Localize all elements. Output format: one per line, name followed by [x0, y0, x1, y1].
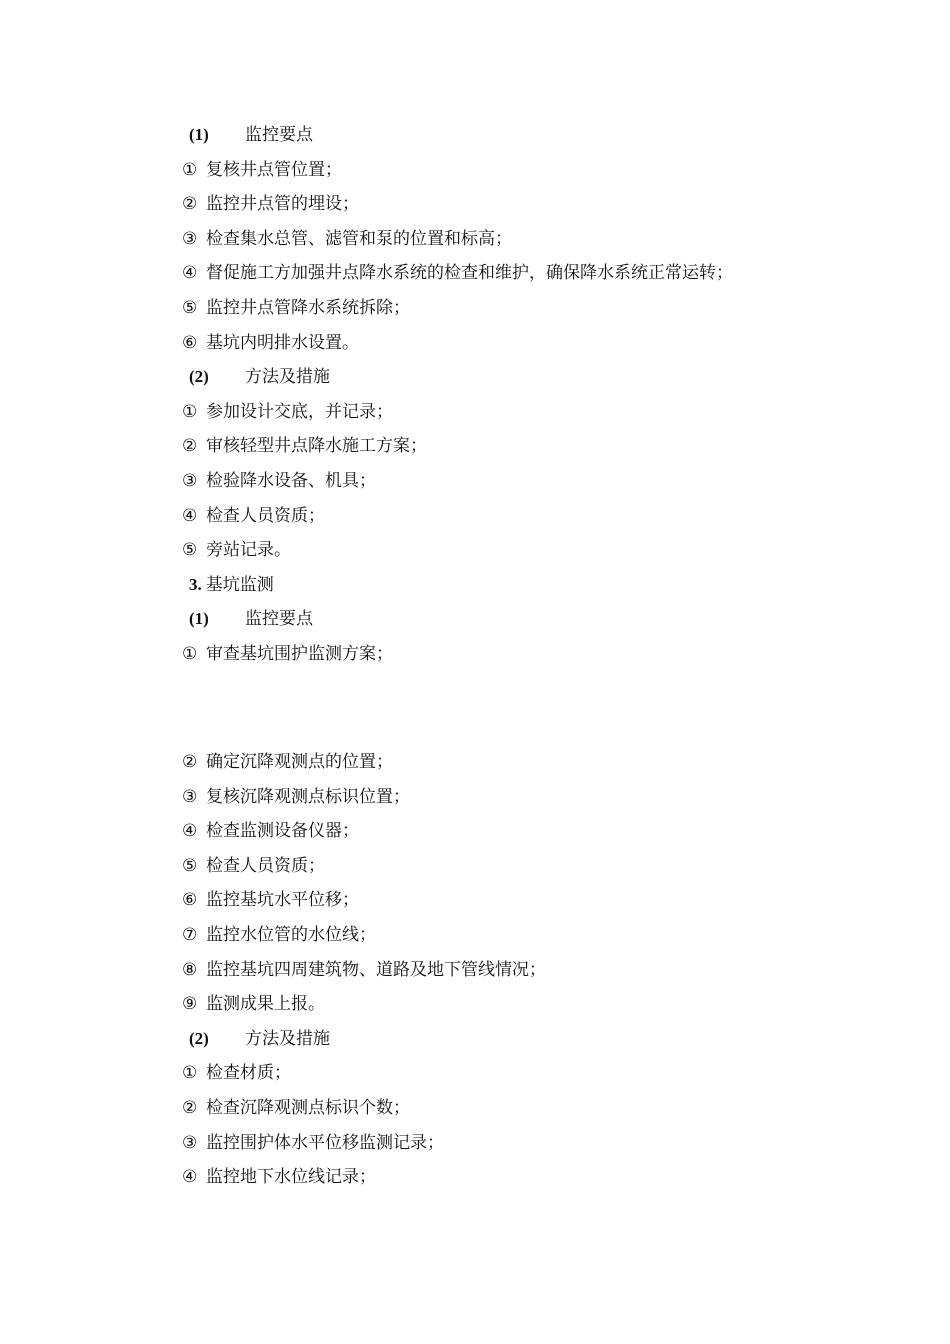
item-text: 检查人员资质；	[206, 505, 325, 526]
list-item	[182, 291, 882, 326]
list-item	[182, 326, 882, 361]
item-text: 复核沉降观测点标识位置；	[206, 786, 410, 807]
item-text: 检验降水设备、机具；	[206, 470, 376, 491]
list-item	[182, 429, 882, 464]
heading-text: 监控要点	[245, 609, 313, 630]
list-item	[182, 187, 882, 222]
list-item	[182, 256, 882, 291]
item-marker: ①	[182, 1063, 198, 1084]
list-item	[182, 1091, 882, 1126]
item-marker: ②	[182, 1097, 198, 1118]
item-marker: ④	[182, 1167, 198, 1188]
item-text: 监控水位管的水位线；	[206, 924, 376, 945]
section-number: 3.	[189, 574, 202, 594]
list-item	[182, 918, 882, 953]
item-marker: ②	[182, 194, 198, 215]
item-marker: ④	[182, 263, 198, 284]
list-item	[182, 395, 882, 430]
list-item	[182, 533, 882, 568]
list-item	[182, 637, 882, 672]
item-text: 检查材质；	[206, 1063, 291, 1084]
item-marker: ⑥	[182, 332, 198, 353]
item-marker: ③	[182, 228, 198, 249]
item-text: 监控基坑水平位移；	[206, 890, 359, 911]
item-text: 参加设计交底，并记录；	[206, 401, 393, 422]
subheading-monitoring-points	[182, 118, 882, 153]
item-marker: ①	[182, 401, 198, 422]
subheading-methods-measures	[182, 360, 882, 395]
list-item	[182, 1056, 882, 1091]
list-item	[182, 883, 882, 918]
item-text: 确定沉降观测点的位置；	[206, 752, 393, 772]
heading-text: 方法及措施	[245, 1028, 330, 1049]
list-item	[182, 153, 882, 188]
item-text: 监测成果上报。	[206, 994, 325, 1015]
item-marker: ④	[182, 821, 198, 842]
section-title: 基坑监测	[205, 574, 274, 595]
item-text: 监控地下水位线记录；	[206, 1167, 376, 1188]
heading-number: (2)	[189, 1028, 209, 1048]
item-text: 检查集水总管、滤管和泵的位置和标高；	[206, 228, 512, 249]
item-marker: ⑨	[182, 994, 198, 1015]
item-text: 监控基坑四周建筑物、道路及地下管线情况；	[206, 959, 546, 980]
item-text: 监控围护体水平位移监测记录；	[206, 1132, 444, 1153]
item-marker: ⑤	[182, 855, 198, 876]
item-text: 复核井点管位置；	[206, 159, 342, 180]
list-item	[182, 780, 882, 815]
heading-text: 方法及措施	[245, 367, 330, 388]
list-item	[182, 222, 882, 257]
item-marker: ⑧	[182, 959, 198, 980]
item-text: 监控井点管的埋设；	[206, 194, 359, 215]
list-item	[182, 849, 882, 884]
item-text: 督促施工方加强井点降水系统的检查和维护，确保降水系统正常运转；	[206, 263, 733, 284]
list-item	[182, 814, 882, 849]
item-text: 旁站记录。	[206, 540, 291, 561]
heading-number: (1)	[189, 125, 209, 144]
item-marker: ③	[182, 470, 198, 491]
item-marker: ②	[182, 436, 198, 457]
item-text: 监控井点管降水系统拆除；	[206, 297, 410, 318]
subheading-methods-measures	[182, 1022, 882, 1057]
section-heading-pit-monitoring	[182, 568, 882, 603]
item-marker: ⑤	[182, 540, 198, 561]
item-marker: ①	[182, 643, 198, 664]
document-block-1	[182, 118, 882, 672]
list-item	[182, 499, 882, 534]
item-marker: ⑥	[182, 890, 198, 911]
document-block-2	[182, 745, 882, 1195]
list-item	[182, 987, 882, 1022]
heading-text: 监控要点	[245, 125, 313, 145]
item-text: 基坑内明排水设置。	[206, 332, 359, 353]
item-text: 审查基坑围护监测方案；	[206, 643, 393, 664]
item-text: 审核轻型井点降水施工方案；	[206, 436, 427, 457]
item-text: 检查监测设备仪器；	[206, 821, 359, 842]
heading-number: (2)	[189, 367, 209, 387]
item-marker: ⑤	[182, 297, 198, 318]
item-marker: ③	[182, 786, 198, 807]
item-marker: ④	[182, 505, 198, 526]
list-item	[182, 953, 882, 988]
item-text: 检查沉降观测点标识个数；	[206, 1097, 410, 1118]
item-marker: ②	[182, 752, 198, 772]
item-text: 检查人员资质；	[206, 855, 325, 876]
item-marker: ③	[182, 1132, 198, 1153]
list-item	[182, 1126, 882, 1161]
heading-number: (1)	[189, 609, 209, 629]
list-item	[182, 464, 882, 499]
list-item	[182, 1160, 882, 1195]
item-marker: ①	[182, 159, 198, 180]
list-item	[182, 745, 882, 780]
subheading-monitoring-points	[182, 602, 882, 637]
item-marker: ⑦	[182, 924, 198, 945]
